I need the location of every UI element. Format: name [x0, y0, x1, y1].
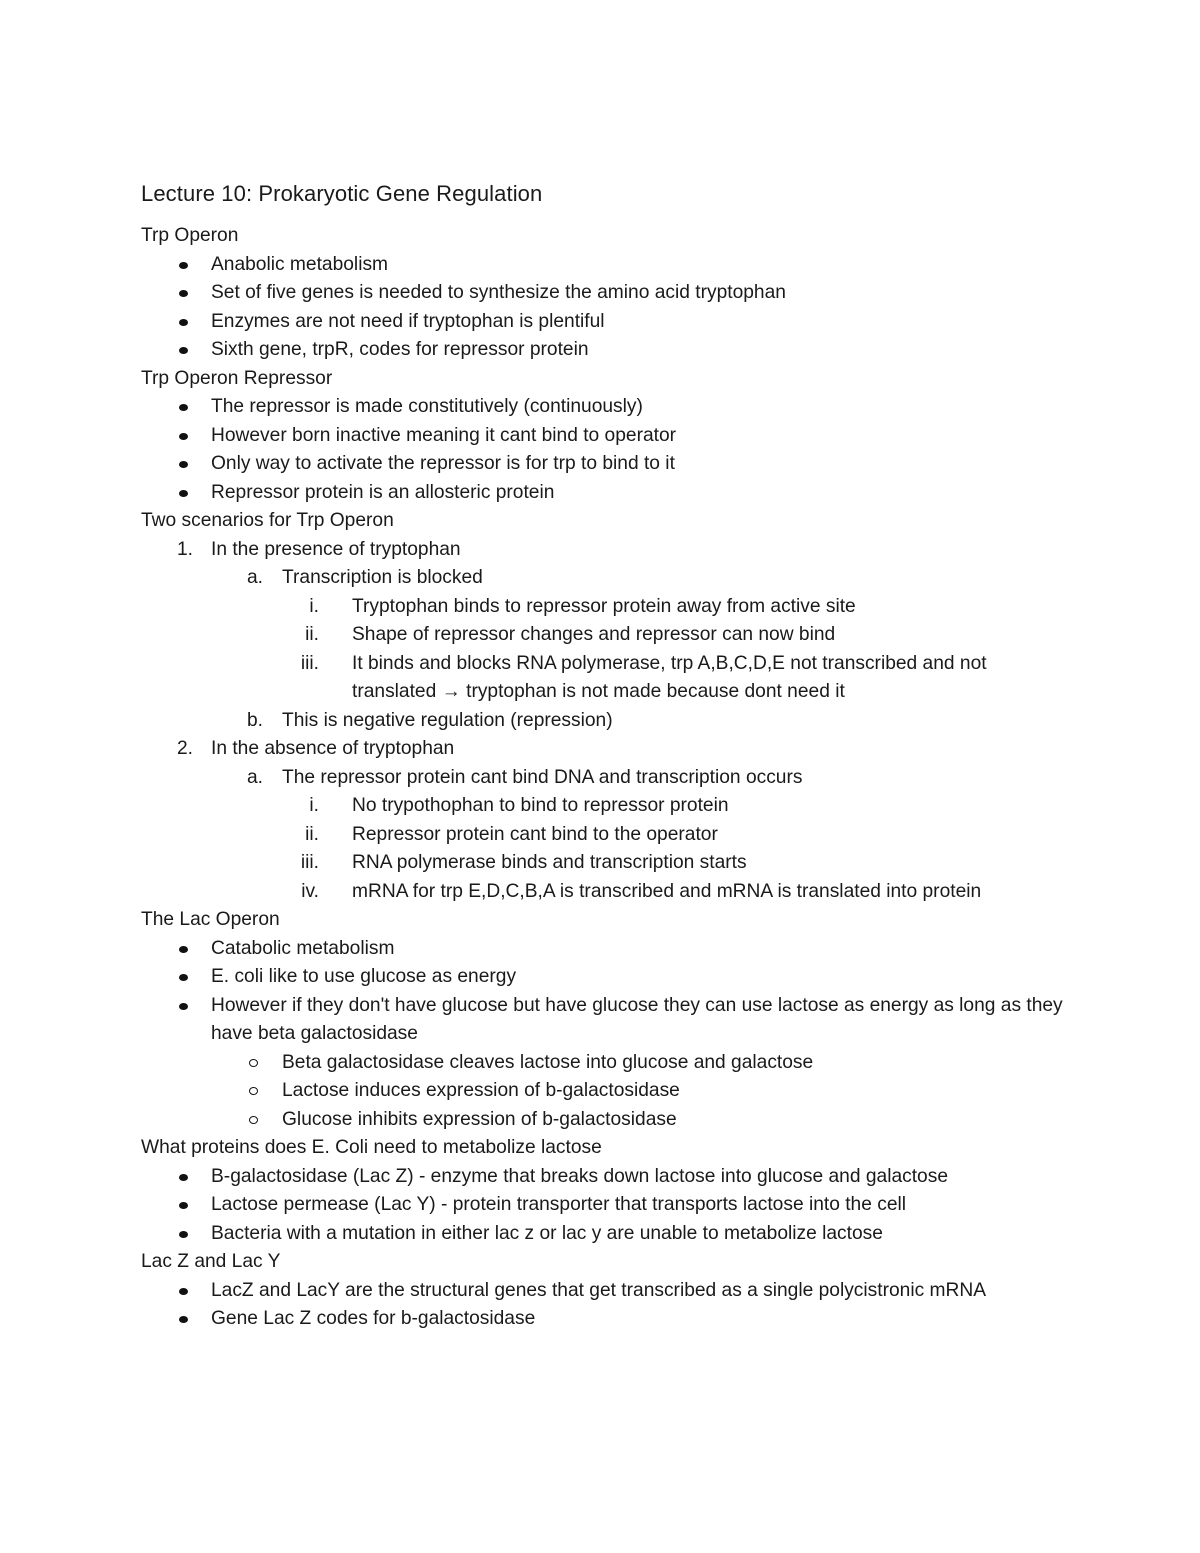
- section-heading-trp-operon: Trp Operon: [141, 225, 239, 246]
- list-marker: a.: [246, 766, 263, 788]
- bullet-dot-icon: [179, 1202, 188, 1209]
- bullet-item: LacZ and LacY are the structural genes that get transcribed as a single polycistronic mRNA: [141, 1277, 1071, 1306]
- section-heading-lacz-lacy: Lac Z and Lac Y: [141, 1251, 281, 1272]
- bullet-item: Only way to activate the repressor is for trp to bind to it: [141, 450, 1071, 479]
- list-marker: ii.: [305, 624, 319, 645]
- bullet-dot-icon: [179, 461, 188, 468]
- bullet-item: However born inactive meaning it cant bind to operator: [141, 422, 1071, 451]
- bullet-item: Lactose permease (Lac Y) - protein transporter that transports lactose into the cell: [141, 1191, 1071, 1220]
- bullet-dot-icon: [179, 946, 188, 953]
- bullet-item: Enzymes are not need if tryptophan is plentiful: [141, 308, 1071, 337]
- document-title: Lecture 10: Prokaryotic Gene Regulation: [141, 181, 543, 206]
- list-marker: b.: [246, 709, 263, 731]
- bullet-item: Catabolic metabolism: [141, 935, 1071, 964]
- section-heading-proteins: What proteins does E. Coli need to metabolize lactose: [141, 1137, 602, 1158]
- bullet-item: B-galactosidase (Lac Z) - enzyme that breaks down lactose into glucose and galactose: [141, 1163, 1071, 1192]
- roman-item: i. No trypothophan to bind to repressor protein: [141, 792, 1071, 821]
- bullet-item: Anabolic metabolism: [141, 251, 1071, 280]
- sub-bullet-item: Lactose induces expression of b-galactosidase: [141, 1077, 1071, 1106]
- list-marker: iii.: [300, 852, 319, 873]
- numbered-item: 1. In the presence of tryptophan: [141, 536, 1071, 565]
- bullet-item: However if they don't have glucose but have glucose they can use lactose as energy as long as they have beta galactosidase: [141, 992, 1071, 1049]
- roman-item: ii. Repressor protein cant bind to the operator: [141, 821, 1071, 850]
- bullet-dot-icon: [179, 490, 188, 497]
- bullet-item: Gene Lac Z codes for b-galactosidase: [141, 1305, 1071, 1334]
- bullet-item: E. coli like to use glucose as energy: [141, 963, 1071, 992]
- bullet-dot-icon: [179, 262, 188, 269]
- roman-item: iii. It binds and blocks RNA polymerase, trp A,B,C,D,E not transcribed and not translated → tryptophan is not made because dont need it: [141, 650, 1071, 707]
- roman-item: iii. RNA polymerase binds and transcription starts: [141, 849, 1071, 878]
- list-marker: 2.: [176, 738, 193, 759]
- list-marker: ii.: [305, 823, 319, 845]
- bullet-dot-icon: [179, 404, 188, 411]
- bullet-dot-icon: [179, 1003, 188, 1010]
- lettered-item: a. Transcription is blocked: [141, 564, 1071, 593]
- sub-bullet-item: Beta galactosidase cleaves lactose into glucose and galactose: [141, 1049, 1071, 1078]
- list-marker: i.: [309, 595, 319, 617]
- list-marker: i.: [309, 795, 319, 816]
- bullet-dot-icon: [179, 1231, 188, 1238]
- numbered-item: 2. In the absence of tryptophan: [141, 735, 1071, 764]
- section-heading-two-scenarios: Two scenarios for Trp Operon: [141, 510, 394, 531]
- bullet-dot-icon: [179, 1288, 188, 1295]
- bullet-dot-icon: [179, 347, 188, 354]
- bullet-dot-icon: [179, 1174, 188, 1181]
- bullet-dot-icon: [179, 1316, 188, 1323]
- section-heading-lac-operon: The Lac Operon: [141, 909, 280, 930]
- list-marker: iii.: [300, 652, 319, 674]
- bullet-item: Bacteria with a mutation in either lac z or lac y are unable to metabolize lactose: [141, 1220, 1071, 1249]
- roman-item: iv. mRNA for trp E,D,C,B,A is transcribed and mRNA is translated into protein: [141, 878, 1071, 907]
- section-heading-trp-repressor: Trp Operon Repressor: [141, 367, 333, 389]
- lettered-item: b. This is negative regulation (repression): [141, 707, 1071, 736]
- list-marker: 1.: [176, 538, 193, 560]
- bullet-circle-icon: [249, 1116, 258, 1124]
- bullet-dot-icon: [179, 433, 188, 440]
- bullet-dot-icon: [179, 290, 188, 297]
- sub-bullet-item: Glucose inhibits expression of b-galactosidase: [141, 1106, 1071, 1135]
- lettered-item: a. The repressor protein cant bind DNA and transcription occurs: [141, 764, 1071, 793]
- list-marker: iv.: [301, 880, 319, 902]
- document-page: [141, 178, 1071, 1334]
- bullet-circle-icon: [249, 1059, 258, 1067]
- bullet-dot-icon: [179, 319, 188, 326]
- bullet-circle-icon: [249, 1087, 258, 1095]
- bullet-item: Sixth gene, trpR, codes for repressor protein: [141, 336, 1071, 365]
- bullet-item: Set of five genes is needed to synthesize the amino acid tryptophan: [141, 279, 1071, 308]
- list-marker: a.: [246, 567, 263, 588]
- roman-item: i. Tryptophan binds to repressor protein away from active site: [141, 593, 1071, 622]
- bullet-item: The repressor is made constitutively (continuously): [141, 393, 1071, 422]
- bullet-item: Repressor protein is an allosteric protein: [141, 479, 1071, 508]
- bullet-dot-icon: [179, 974, 188, 981]
- roman-item: ii. Shape of repressor changes and repressor can now bind: [141, 621, 1071, 650]
